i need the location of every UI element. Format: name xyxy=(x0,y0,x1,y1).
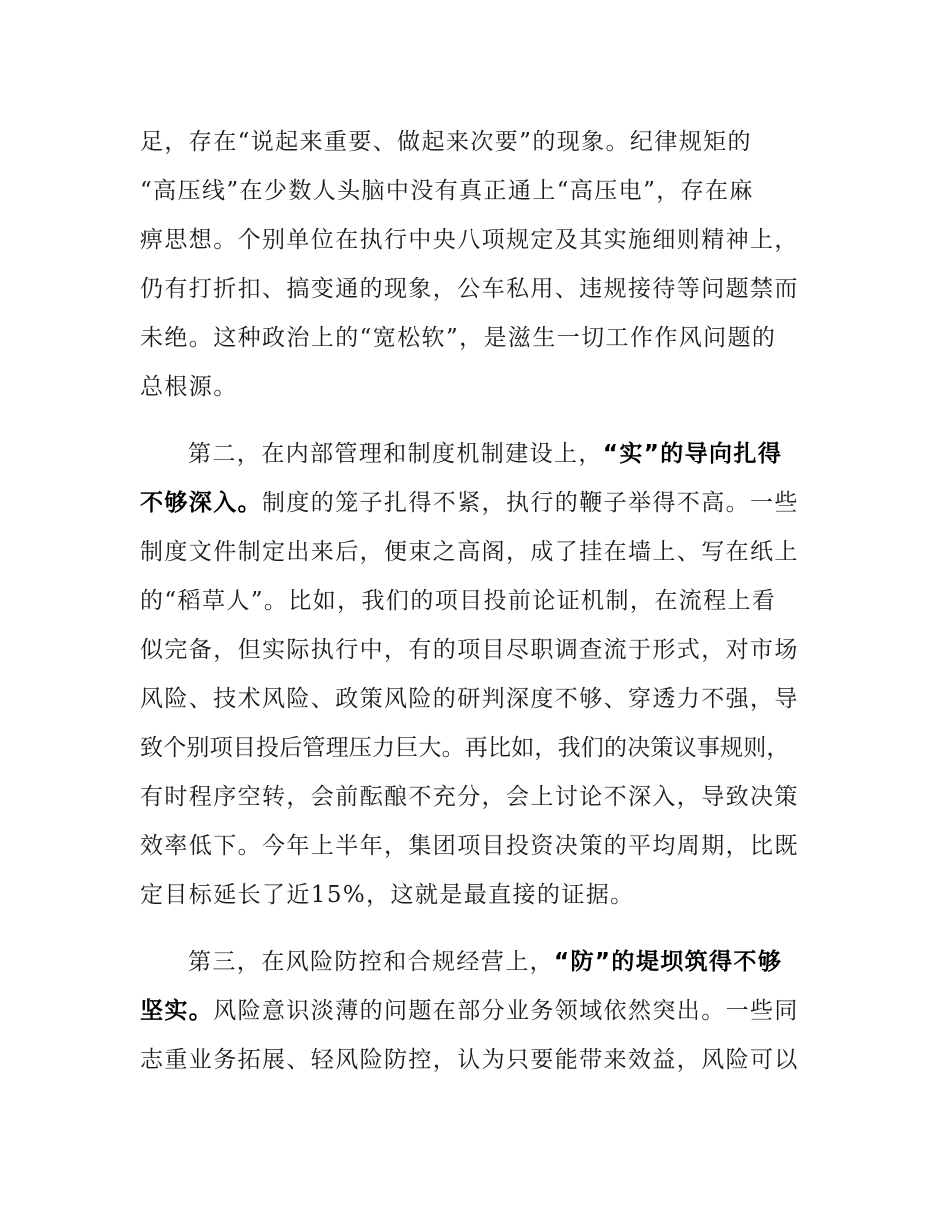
text-line: 有时程序空转，会前酝酿不充分，会上讨论不深入，导致决策 xyxy=(140,784,799,810)
emphasis-heading: “实”的导向扎得 xyxy=(602,441,783,467)
paragraph-2 xyxy=(140,430,820,920)
text-line: 的“稻草人”。比如，我们的项目投前论证机制，在流程上看 xyxy=(140,588,777,614)
text-line xyxy=(140,938,820,987)
text-line: “高压线”在少数人头脑中没有真正通上“高压电”，存在麻 xyxy=(140,178,754,204)
text-line: 风险、技术风险、政策风险的研判深度不够、穿透力不强，导 xyxy=(140,686,799,712)
paragraph-3 xyxy=(140,938,820,1085)
emphasis-heading-end: 坚实。 xyxy=(140,998,214,1024)
text-line: 足，存在“说起来重要、做起来次要”的现象。纪律规矩的 xyxy=(140,129,752,155)
emphasis-heading-end: 不够深入。 xyxy=(140,490,262,516)
text-line: 定目标延长了近15%，这就是最直接的证据。 xyxy=(140,882,635,908)
paragraph-lead: 第三，在风险防控和合规经营上， xyxy=(188,949,554,975)
text-line: 总根源。 xyxy=(140,374,238,400)
emphasis-heading: “防”的堤坝筑得不够 xyxy=(554,949,783,975)
paragraph-lead: 第二，在内部管理和制度机制建设上， xyxy=(188,441,603,467)
text-line xyxy=(140,430,820,479)
text-line: 效率低下。今年上半年，集团项目投资决策的平均周期，比既 xyxy=(140,833,799,859)
text-line: 仍有打折扣、搞变通的现象，公车私用、违规接待等问题禁而 xyxy=(140,276,799,302)
text-line: 未绝。这种政治上的“宽松软”，是滋生一切工作作风问题的 xyxy=(140,325,777,351)
paragraph-text: 风险意识淡薄的问题在部分业务领域依然突出。一些同 xyxy=(213,998,799,1024)
text-line xyxy=(140,479,820,528)
paragraph-text: 制度的笼子扎得不紧，执行的鞭子举得不高。一些 xyxy=(262,490,799,516)
text-line: 致个别项目投后管理压力巨大。再比如，我们的决策议事规则， xyxy=(140,735,790,761)
text-line: 痹思想。个别单位在执行中央八项规定及其实施细则精神上， xyxy=(140,227,799,253)
text-line: 制度文件制定出来后，便束之高阁，成了挂在墙上、写在纸上 xyxy=(140,539,799,565)
text-line: 似完备，但实际执行中，有的项目尽职调查流于形式，对市场 xyxy=(140,637,799,663)
paragraph-1 xyxy=(140,118,820,412)
text-line: 志重业务拓展、轻风险防控，认为只要能带来效益，风险可以 xyxy=(140,1047,799,1073)
text-line xyxy=(140,987,820,1036)
